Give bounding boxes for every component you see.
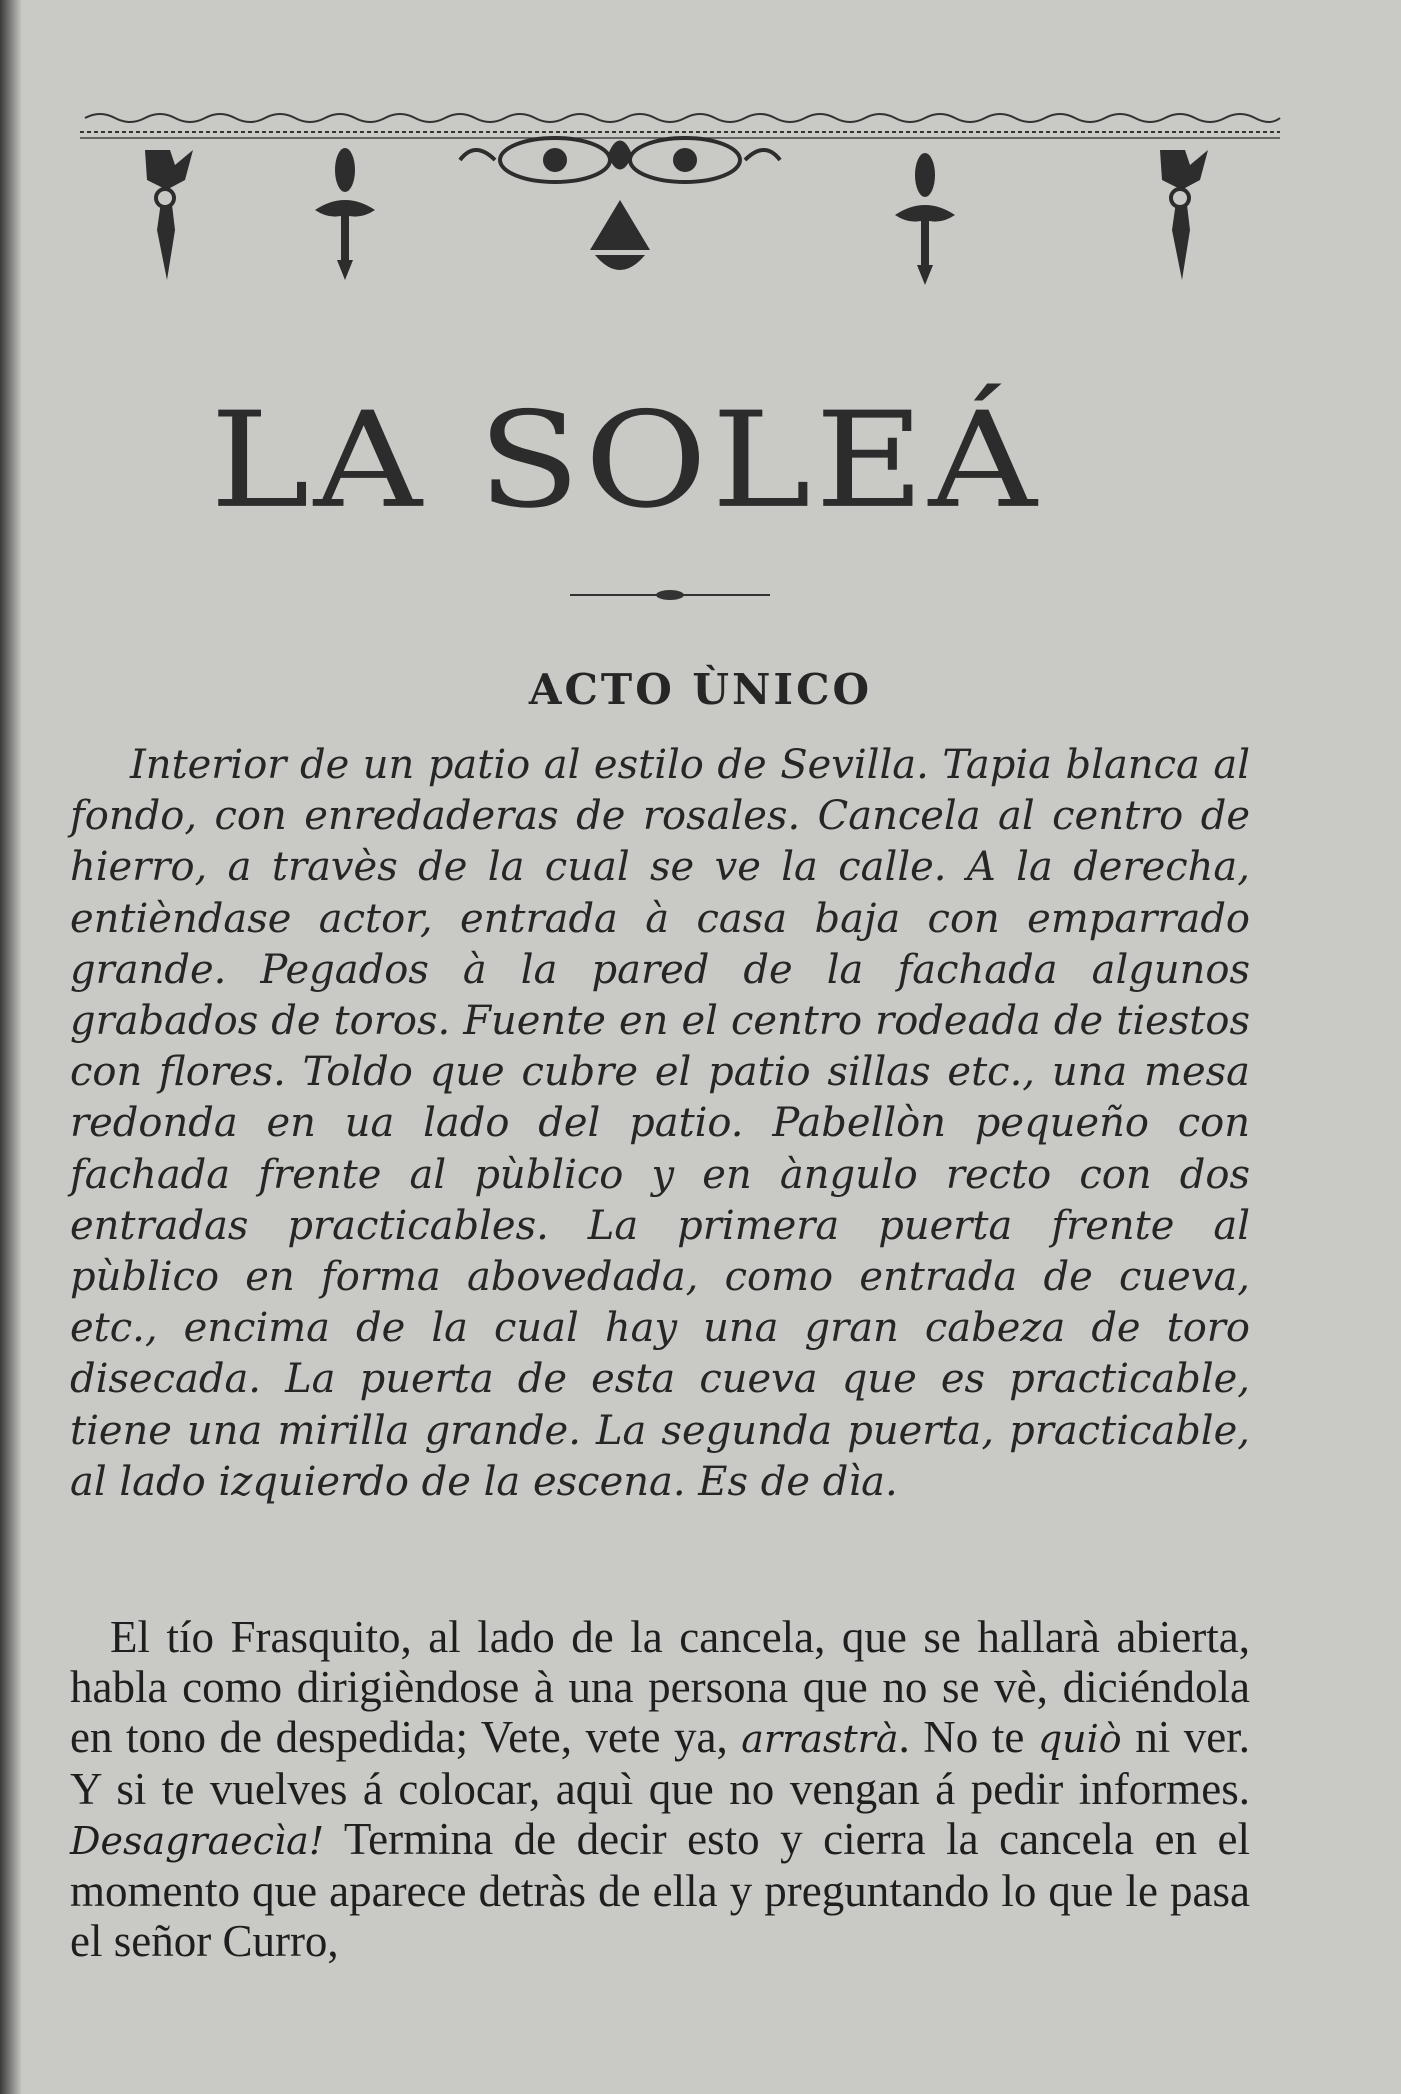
- body-text-3: ni ver. Y si te vuelves á colocar, aquì que no vengan á pedir informes.: [70, 1712, 1250, 1814]
- title-divider: [570, 580, 770, 610]
- body-emphasis-1: arrastrà: [741, 1717, 899, 1761]
- body-text-4: Termina de decir esto y cierra la cancela en el momento que aparece detràs de ella y preguntando lo que le pasa el señor Curro,: [70, 1814, 1250, 1966]
- right-pendant-ornament: [1160, 150, 1208, 280]
- stage-direction: Interior de un patio al estilo de Sevilla. Tapia blanca al fondo, con enredaderas de rosales. Cancela al centro de hierro, a travès de la cual se ve la calle. A la derecha, entièndase actor, entrada à casa baja con emparrado grande. Pegados à la pared de la fachada algunos grabados de toros. Fuente en el centro rodeada de tiestos con flores. Toldo que cubre el patio sillas etc., una mesa redonda en ua lado del patio. Pabellòn pequeño con fachada frente al pùblico y en àngulo recto con dos entradas practicables. La primera puerta frente al pùblico en forma abovedada, como entrada de cueva, etc., encima de la cual hay una gran cabeza de toro disecada. La puerta de esta cueva que es practicable, tiene una mirilla grande. La segunda puerta, practicable, al lado izquierdo de la escena. Es de dìa.: [70, 742, 1250, 1505]
- right-drop-ornament: [895, 153, 955, 285]
- body-paragraph: [70, 1612, 1250, 1966]
- body-text-1: El tío Frasquito, al lado de la cancela, que se hallarà abierta, habla como dirigièndose à una persona que no se vè, diciéndola en tono de despedida; Vete, vete ya,: [70, 1612, 1250, 1762]
- center-drop-ornament: [590, 200, 650, 270]
- left-drop-ornament: [315, 148, 375, 280]
- left-pendant-ornament: [145, 150, 193, 280]
- body-emphasis-3: Desagraecìa!: [70, 1819, 325, 1863]
- act-heading: ACTO ÙNICO: [528, 665, 873, 714]
- body-text-2: . No te: [898, 1712, 1038, 1762]
- play-title: LA SOLEÁ: [210, 384, 1041, 538]
- page-gutter-shadow: [0, 0, 22, 2094]
- center-scroll-ornament: [460, 138, 780, 182]
- body-emphasis-2: quiò: [1037, 1717, 1122, 1761]
- ornamental-header: [75, 110, 1285, 300]
